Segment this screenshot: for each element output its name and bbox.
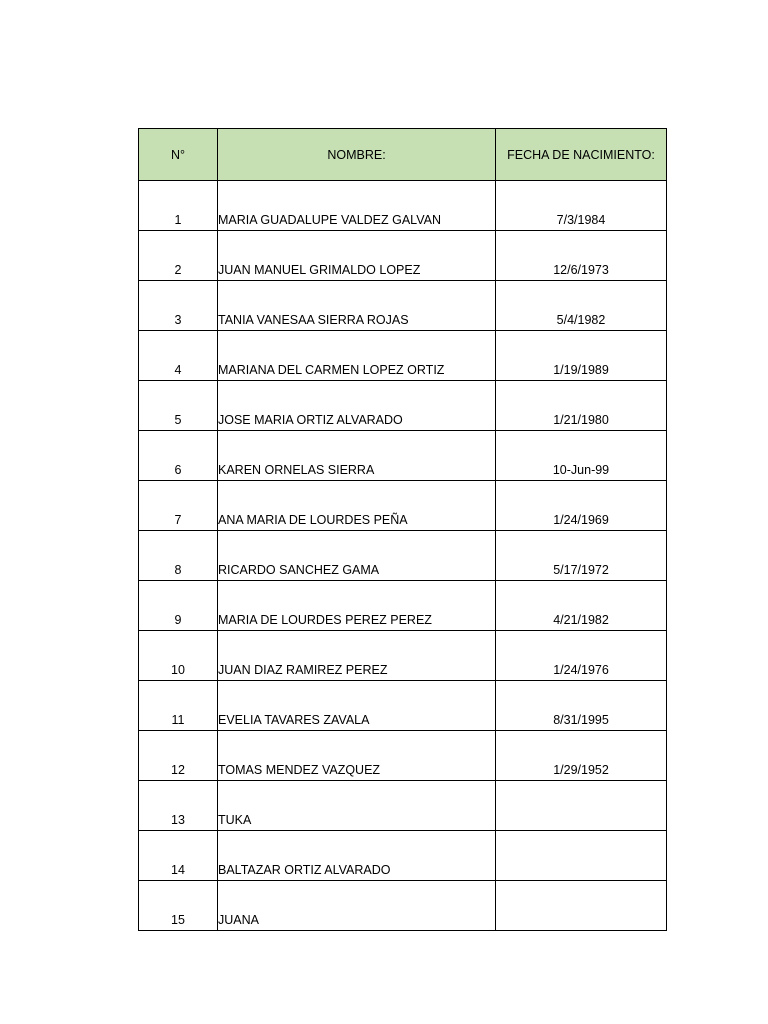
birthdate-table	[138, 128, 667, 931]
row-name: JUAN MANUEL GRIMALDO LOPEZ	[218, 231, 496, 281]
row-name: JUANA	[218, 881, 496, 931]
row-name: MARIA DE LOURDES PEREZ PEREZ	[218, 581, 496, 631]
row-birthdate	[496, 781, 667, 831]
row-birthdate	[496, 881, 667, 931]
row-name: MARIA GUADALUPE VALDEZ GALVAN	[218, 181, 496, 231]
row-birthdate: 1/21/1980	[496, 381, 667, 431]
row-name: EVELIA TAVARES ZAVALA	[218, 681, 496, 731]
row-number: 9	[139, 581, 218, 631]
row-birthdate: 4/21/1982	[496, 581, 667, 631]
header-row	[139, 129, 667, 181]
table-row	[139, 781, 667, 831]
table-row	[139, 831, 667, 881]
row-number: 7	[139, 481, 218, 531]
row-name: JOSE MARIA ORTIZ ALVARADO	[218, 381, 496, 431]
table-row	[139, 681, 667, 731]
row-number: 11	[139, 681, 218, 731]
row-birthdate: 5/17/1972	[496, 531, 667, 581]
row-number: 5	[139, 381, 218, 431]
row-name: TOMAS MENDEZ VAZQUEZ	[218, 731, 496, 781]
row-birthdate: 7/3/1984	[496, 181, 667, 231]
row-name: KAREN ORNELAS SIERRA	[218, 431, 496, 481]
header-number: N°	[139, 129, 218, 181]
table-row	[139, 381, 667, 431]
table-row	[139, 631, 667, 681]
table-row	[139, 281, 667, 331]
row-birthdate: 1/19/1989	[496, 331, 667, 381]
row-birthdate: 1/24/1969	[496, 481, 667, 531]
table-row	[139, 431, 667, 481]
row-birthdate	[496, 831, 667, 881]
row-birthdate: 5/4/1982	[496, 281, 667, 331]
row-number: 12	[139, 731, 218, 781]
table-row	[139, 731, 667, 781]
table-row	[139, 231, 667, 281]
row-number: 15	[139, 881, 218, 931]
table-row	[139, 881, 667, 931]
header-birthdate: FECHA DE NACIMIENTO:	[496, 129, 667, 181]
row-number: 3	[139, 281, 218, 331]
row-birthdate: 10-Jun-99	[496, 431, 667, 481]
row-birthdate: 1/24/1976	[496, 631, 667, 681]
row-name: BALTAZAR ORTIZ ALVARADO	[218, 831, 496, 881]
row-number: 1	[139, 181, 218, 231]
row-number: 13	[139, 781, 218, 831]
row-name: TANIA VANESAA SIERRA ROJAS	[218, 281, 496, 331]
row-birthdate: 1/29/1952	[496, 731, 667, 781]
table-row	[139, 481, 667, 531]
table-row	[139, 531, 667, 581]
row-number: 2	[139, 231, 218, 281]
row-number: 6	[139, 431, 218, 481]
row-number: 8	[139, 531, 218, 581]
row-number: 14	[139, 831, 218, 881]
table-row	[139, 181, 667, 231]
row-birthdate: 12/6/1973	[496, 231, 667, 281]
table-row	[139, 331, 667, 381]
header-name: NOMBRE:	[218, 129, 496, 181]
row-number: 4	[139, 331, 218, 381]
row-name: ANA MARIA DE LOURDES PEÑA	[218, 481, 496, 531]
row-name: TUKA	[218, 781, 496, 831]
table-row	[139, 581, 667, 631]
row-name: RICARDO SANCHEZ GAMA	[218, 531, 496, 581]
row-name: MARIANA DEL CARMEN LOPEZ ORTIZ	[218, 331, 496, 381]
row-name: JUAN DIAZ RAMIREZ PEREZ	[218, 631, 496, 681]
row-number: 10	[139, 631, 218, 681]
row-birthdate: 8/31/1995	[496, 681, 667, 731]
